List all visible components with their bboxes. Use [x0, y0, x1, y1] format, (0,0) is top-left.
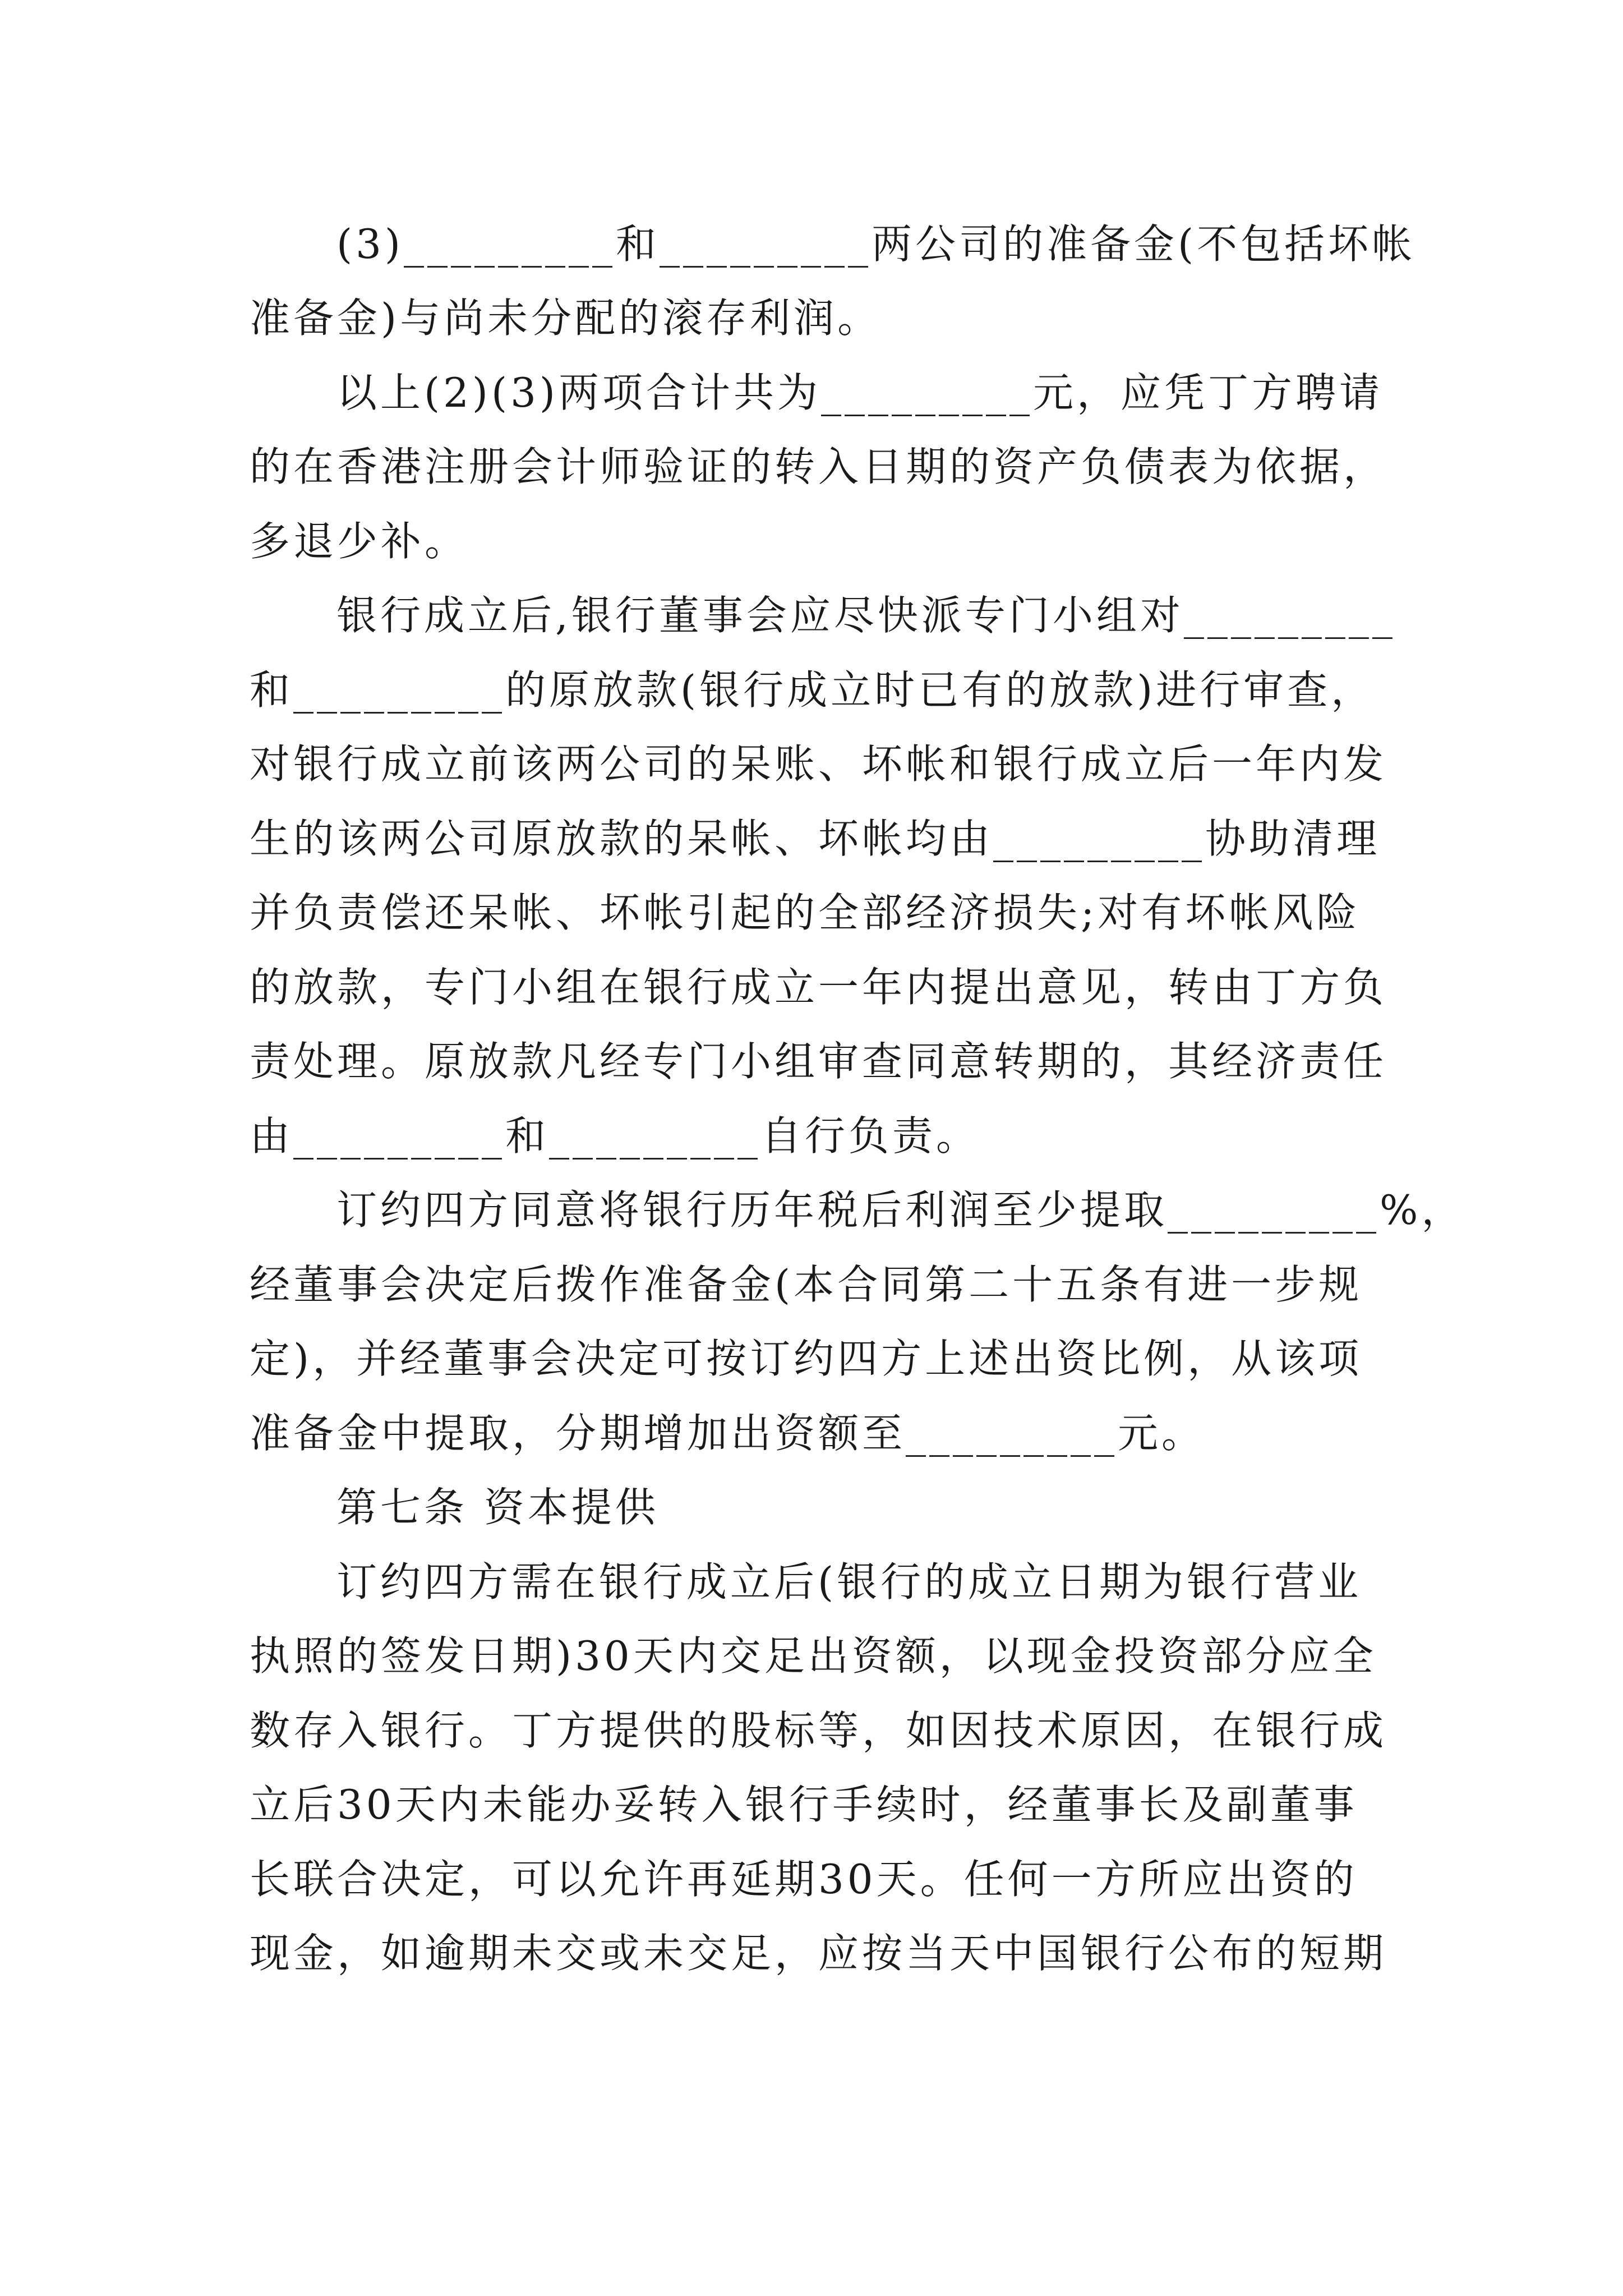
text-line: (3)_________和_________两公司的准备金(不包括坏帐: [336, 220, 1416, 268]
text-line: 订约四方需在银行成立后(银行的成立日期为银行营业: [336, 1558, 1362, 1605]
text-line: 执照的签发日期)30天内交足出资额，以现金投资部分应全: [250, 1632, 1377, 1680]
text-line: 和_________的原放款(银行成立时已有的放款)进行审查，: [250, 666, 1375, 714]
text-line: 准备金)与尚未分配的滚存利润。: [250, 295, 882, 342]
text-line: 立后30天内未能办妥转入银行手续时，经董事长及副董事: [250, 1781, 1358, 1828]
text-line: 订约四方同意将银行历年税后利润至少提取_________%，: [336, 1186, 1465, 1234]
text-line: 责处理。原放款凡经专门小组审查同意转期的，其经济责任: [250, 1038, 1387, 1085]
text-line: 由_________和_________自行负责。: [250, 1112, 980, 1159]
text-line: 准备金中提取，分期增加出资额至_________元。: [250, 1410, 1206, 1457]
text-line: 以上(2)(3)两项合计共为_________元，应凭丁方聘请: [336, 369, 1383, 416]
text-line: 多退少补。: [250, 518, 469, 565]
text-line: 长联合决定，可以允许再延期30天。任何一方所应出资的: [250, 1856, 1358, 1903]
text-line: 定)，并经董事会决定可按订约四方上述出资比例，从该项: [250, 1335, 1363, 1382]
text-line: 数存入银行。丁方提供的股标等，如因技术原因，在银行成: [250, 1707, 1387, 1754]
section-heading: 第七条 资本提供: [336, 1484, 659, 1531]
text-line: 的在香港注册会计师验证的转入日期的资产负债表为依据，: [250, 443, 1387, 490]
text-line: 经董事会决定后拨作准备金(本合同第二十五条有进一步规: [250, 1261, 1363, 1308]
text-line: 的放款，专门小组在银行成立一年内提出意见，转由丁方负: [250, 964, 1387, 1011]
text-line: 对银行成立前该两公司的呆账、坏帐和银行成立后一年内发: [250, 740, 1387, 788]
text-line: 生的该两公司原放款的呆帐、坏帐均由_________协助清理: [250, 815, 1381, 862]
text-line: 现金，如逾期未交或未交足，应按当天中国银行公布的短期: [250, 1930, 1387, 1977]
text-line: 并负责偿还呆帐、坏帐引起的全部经济损失;对有坏帐风险: [250, 889, 1361, 936]
text-line: 银行成立后,银行董事会应尽快派专门小组对_________: [336, 592, 1396, 639]
